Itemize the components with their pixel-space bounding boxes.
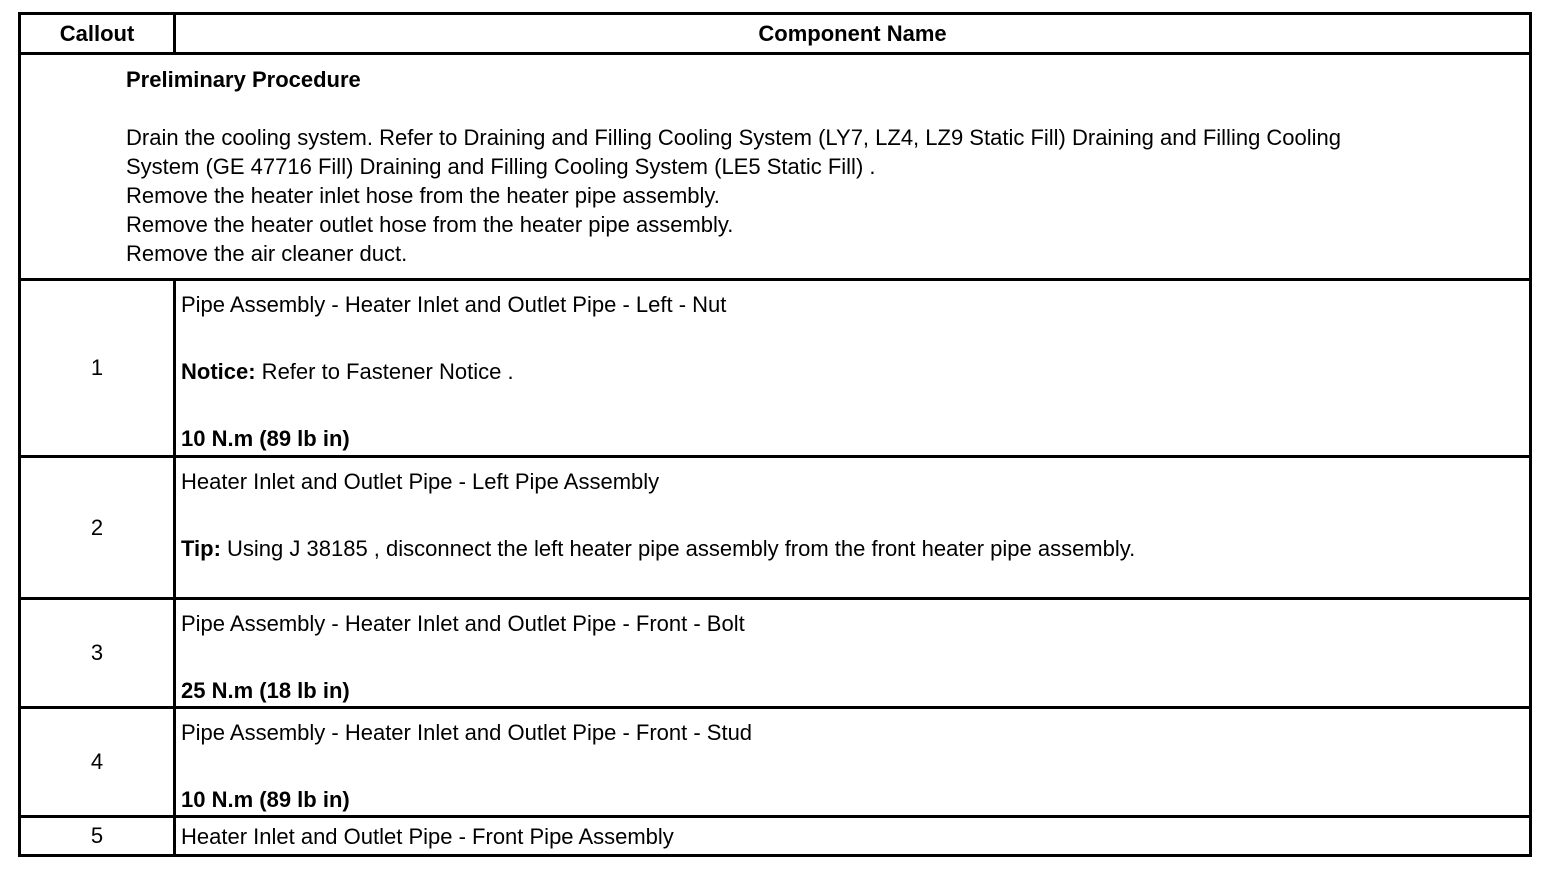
component-note: [181, 532, 1521, 566]
note-text: Refer to Fastener Notice .: [255, 359, 514, 384]
header-component-name: Component Name: [758, 20, 947, 46]
preliminary-line: Remove the heater outlet hose from the heater pipe assembly.: [126, 212, 734, 237]
preliminary-title: Preliminary Procedure: [126, 67, 361, 92]
callout-number: 2: [90, 514, 104, 540]
note-text: Using J 38185 , disconnect the left heater pipe assembly from the front heater pipe assembly.: [220, 536, 1136, 561]
table-row: [21, 281, 1529, 458]
callout-number: 3: [90, 640, 104, 665]
column-divider: [173, 458, 176, 597]
component-cell: [181, 288, 1521, 456]
preliminary-line: Remove the air cleaner duct.: [126, 241, 408, 266]
table-row: [21, 709, 1529, 818]
callout-number: 4: [90, 749, 104, 774]
preliminary-line: System (GE 47716 Fill) Draining and Filling Cooling System (LE5 Static Fill) .: [126, 154, 876, 179]
callout-number: 5: [90, 823, 104, 848]
column-divider: [173, 281, 176, 455]
preliminary-content: [126, 65, 1521, 268]
component-cell: [181, 820, 1521, 854]
preliminary-line: Remove the heater inlet hose from the heater pipe assembly.: [126, 183, 720, 208]
preliminary-procedure: [21, 55, 1529, 281]
column-divider: [173, 818, 176, 854]
component-name: Pipe Assembly - Heater Inlet and Outlet Pipe - Front - Stud: [181, 720, 753, 745]
column-divider: [173, 600, 176, 706]
callout-number: 1: [90, 355, 104, 380]
table-header: [21, 15, 1529, 55]
component-name: Pipe Assembly - Heater Inlet and Outlet Pipe - Front - Bolt: [181, 611, 745, 636]
header-callout: Callout: [59, 20, 135, 46]
component-name: Heater Inlet and Outlet Pipe - Front Pipe Assembly: [181, 824, 674, 849]
note-label: Tip:: [181, 536, 221, 561]
component-name: Heater Inlet and Outlet Pipe - Left Pipe Assembly: [181, 469, 660, 494]
torque-spec: 25 N.m (18 lb in): [181, 678, 350, 703]
table-row: [21, 600, 1529, 709]
component-cell: [181, 607, 1521, 708]
component-cell: [181, 465, 1521, 566]
table-row: [21, 818, 1529, 854]
component-name: Pipe Assembly - Heater Inlet and Outlet Pipe - Left - Nut: [181, 292, 727, 317]
preliminary-line: Drain the cooling system. Refer to Draining and Filling Cooling System (LY7, LZ4, LZ9 Static Fill) Draining and Filling Cooling: [126, 125, 1342, 150]
component-note: [181, 355, 1521, 389]
component-cell: [181, 716, 1521, 817]
note-label: Notice:: [181, 359, 256, 384]
torque-spec: 10 N.m (89 lb in): [181, 787, 350, 812]
component-table: [18, 12, 1532, 857]
torque-spec: 10 N.m (89 lb in): [181, 426, 350, 451]
column-divider: [173, 709, 176, 815]
table-row: [21, 458, 1529, 600]
